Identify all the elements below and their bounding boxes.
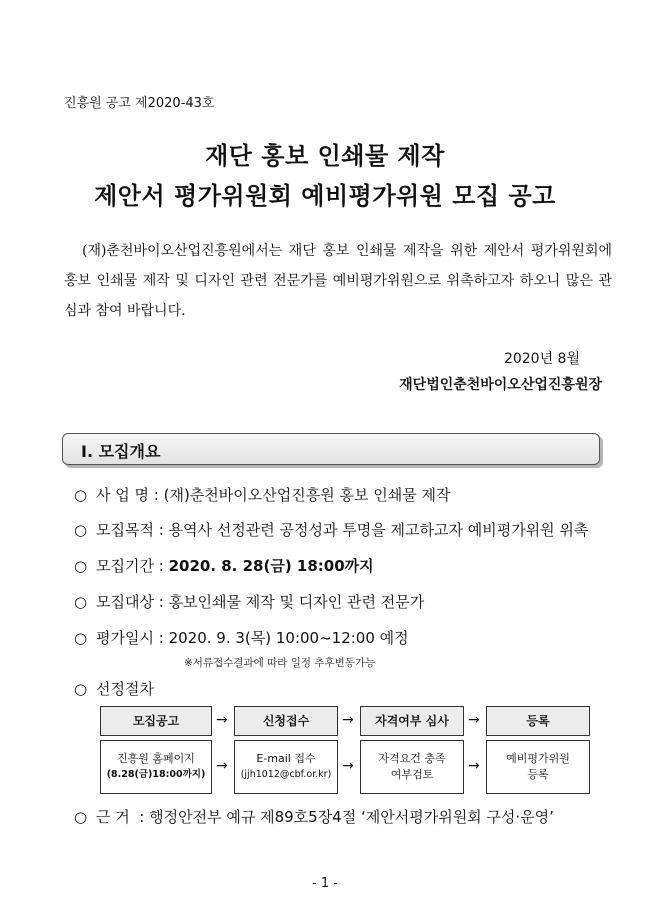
item-value-deadline: 2020. 8. 28(금) 18:00까지 [168,557,374,575]
bullet-circle-icon: ○ [74,808,88,826]
step-header-application: 신청접수 [234,706,338,736]
item-value-prefix: : [158,557,169,575]
item-label: 모집기간 [96,557,154,575]
flow-arrow-icon: → [216,758,228,774]
item-value: : 홍보인쇄물 제작 및 디자인 관련 전문가 [158,593,425,611]
notice-title-line1: 재단 홍보 인쇄물 제작 [205,142,445,170]
step-header-registration: 등록 [486,706,590,736]
item-label: 근 거 [96,808,130,826]
item-value: : (재)춘천바이오산업진흥원 홍보 인쇄물 제작 [153,486,451,504]
section-title: Ⅰ. 모집개요 [81,442,161,461]
item-value: : 2020. 9. 3(목) 10:00~12:00 예정 [158,629,409,647]
flow-arrow-icon: → [468,758,480,774]
item-evaluation-date [74,627,409,648]
bullet-circle-icon: ○ [74,680,88,698]
step-body-application: E-mail 접수 (jjh1012@cbf.or.kr) [234,740,338,794]
step-body-announcement: 진흥원 홈페이지 (8.28(금)18:00까지) [100,740,212,794]
item-legal-basis [74,806,554,827]
bullet-circle-icon: ○ [74,486,88,504]
item-label: 모집목적 [96,521,154,539]
item-process [74,678,154,699]
bullet-circle-icon: ○ [74,557,88,575]
section-header [62,433,600,465]
bullet-circle-icon: ○ [74,521,88,539]
flow-arrow-icon: → [468,712,480,728]
item-value: : 용역사 선정관련 공정성과 투명을 제고하고자 예비평가위원 위촉 [158,521,589,539]
intro-paragraph: (재)춘천바이오산업진흥원에서는 재단 홍보 인쇄물 제작을 위한 제안서 평가위원회에 홍보 인쇄물 제작 및 디자인 관련 전문가를 예비평가위원으로 위촉하고자 하오니 많은 관심과 참여 바랍니다. [64,243,612,319]
notice-title-line2: 제안서 평가위원회 예비평가위원 모집 공고 [94,182,556,210]
page-number: - 1 - [312,876,338,891]
bullet-circle-icon: ○ [74,629,88,647]
email-address: (jjh1012@cbf.or.kr) [240,769,332,780]
item-value: : 행정안전부 예규 제89호5장4절 ‘제안서평가위원회 구성·운영’ [139,808,554,826]
item-period [74,555,374,576]
flow-arrow-icon: → [342,758,354,774]
item-target [74,591,424,612]
schedule-note: ※서류접수결과에 따라 일정 추후변동가능 [184,657,376,669]
item-purpose [74,519,588,540]
step-header-screening: 자격여부 심사 [360,706,464,736]
step-body-registration: 예비평가위원 등록 [486,740,590,794]
bullet-circle-icon: ○ [74,593,88,611]
step-header-announcement: 모집공고 [100,706,212,736]
notice-date: 2020년 8월 [503,351,580,367]
item-label: 선정절차 [96,680,154,698]
item-label: 사 업 명 [96,486,150,504]
flow-arrow-icon: → [342,712,354,728]
item-project-name [74,484,450,505]
issuing-organization: 재단법인춘천바이오산업진흥원장 [399,377,602,393]
flow-arrow-icon: → [216,712,228,728]
step-body-screening: 자격요건 충족 여부검토 [360,740,464,794]
notice-number: 진흥원 공고 제2020-43호 [64,96,215,111]
item-label: 평가일시 [96,629,154,647]
item-label: 모집대상 [96,593,154,611]
